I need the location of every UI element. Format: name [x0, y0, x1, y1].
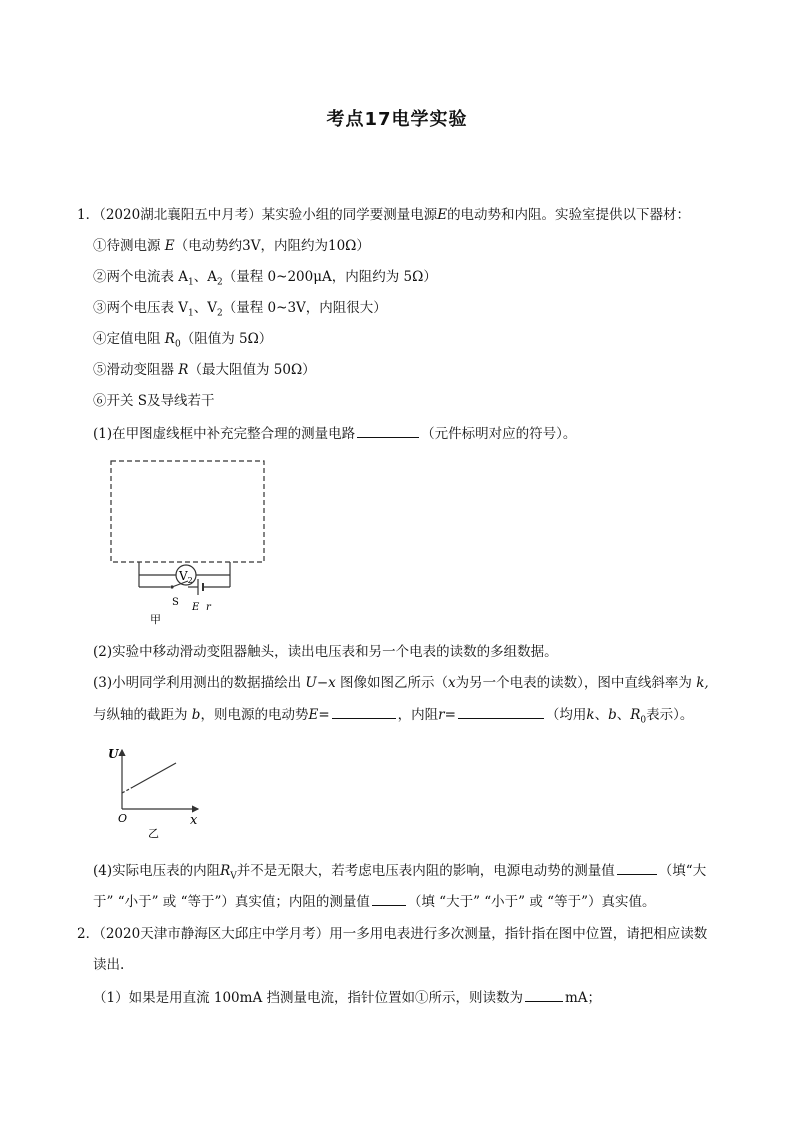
p3-eq1: = [318, 707, 330, 723]
p3-k2: k [586, 707, 595, 723]
page-title: 考点17电学实验 [326, 109, 468, 130]
p3-a: (3)小明同学利用测出的数据描绘出 [93, 675, 302, 691]
q2-p1-a: （1）如果是用直流 100mA 挡测量电流，指针位置如①所示，则读数为 [93, 990, 523, 1006]
q1-part-3-line2 [93, 704, 693, 731]
data-line [133, 763, 176, 787]
m3-sub1: 1 [188, 308, 194, 319]
emf-label: E [192, 602, 200, 613]
p4-a: (4)实际电压表的内阻 [93, 863, 221, 879]
figure-caption-yi: 乙 [148, 827, 159, 840]
q1-part-2: (2)实验中移动滑动变阻器触头，读出电压表和另一个电表的读数的多组数据。 [93, 644, 558, 660]
m2-sub1: 1 [188, 277, 194, 288]
q2-p1-b: mA； [565, 990, 602, 1006]
q1-intro [77, 205, 690, 225]
q1-intro-e: E [437, 207, 448, 223]
q2-line1-text: （2020天津市静海区大邱庄中学月考）用一多用电表进行多次测量，指针指在图中位置，请把相应读数 [99, 926, 708, 942]
q2-part-1 [93, 987, 601, 1008]
p4-c: （填“大 [658, 863, 707, 879]
p3-i: （均用 [545, 707, 587, 723]
p3-b: 图像如图乙所示（ [340, 675, 449, 691]
q2-number: 2． [77, 926, 100, 942]
answer-blank-r[interactable] [458, 704, 544, 719]
q1-part-4-line1 [93, 860, 706, 887]
m5-label: ⑤滑动变阻器 [93, 362, 174, 378]
q1-part-1 [93, 423, 576, 444]
q2-line1 [77, 924, 707, 944]
m3-sub2: 2 [217, 308, 223, 319]
p3-emf: E [308, 707, 319, 723]
m3-label: ③两个电压表 V [93, 300, 189, 316]
switch-label: S [172, 597, 179, 608]
p3-x2: x [448, 675, 456, 691]
p3-e: ，则电源的电动势 [200, 707, 309, 723]
q1-number: 1． [77, 207, 100, 223]
origin-label: O [118, 812, 128, 825]
m2-desc: （量程 0~200μA，内阻约为 5Ω） [222, 269, 437, 285]
p3-k: k, [696, 675, 709, 691]
p3-dash: − [316, 675, 329, 691]
answer-blank-r-compare[interactable] [372, 891, 406, 906]
graph-figure-yi [100, 740, 220, 840]
figure-caption-jia: 甲 [150, 613, 161, 626]
p3-sep1: 、 [594, 707, 609, 723]
p3-c: 为另一个电表的读数），图中直线斜率为 [455, 675, 692, 691]
m5-desc: （最大阻值为 50Ω） [188, 362, 316, 378]
q1-intro-text: （2020湖北襄阳五中月考）某实验小组的同学要测量电源 [99, 207, 438, 223]
m3-desc: （量程 0~3V，内阻很大） [222, 300, 387, 316]
q1-material-2 [93, 267, 437, 293]
m2-label: ②两个电流表 A [93, 269, 189, 285]
extrapolated-line [122, 787, 133, 793]
q1-material-1 [93, 236, 370, 256]
q1-intro-rest: 的电动势和内阻。实验室提供以下器材： [447, 207, 691, 223]
answer-blank-current[interactable] [525, 987, 563, 1002]
p3-eq2: = [444, 707, 456, 723]
q2-line2: 读出. [93, 957, 125, 973]
p3-bb: b [191, 707, 201, 723]
p4-d: 于” “小于” 或 “等于”）真实值；内阻的测量值 [93, 894, 370, 910]
answer-blank-emf[interactable] [332, 704, 396, 719]
y-axis-label: U [108, 747, 119, 761]
q1-material-6: ⑥开关 S及导线若干 [93, 393, 215, 409]
x-axis-label: x [190, 813, 198, 828]
circuit-figure-jia [100, 455, 280, 630]
answer-blank-emf-compare[interactable] [617, 860, 657, 875]
p3-u: U [305, 675, 317, 691]
p4-e: （填 “大于” “小于” 或 “等于”）真实值。 [407, 894, 656, 910]
q1-part-3-line1 [93, 673, 709, 693]
p3-m: 表示）。 [646, 707, 694, 723]
p3-r0-sub: 0 [640, 715, 647, 726]
answer-blank[interactable] [357, 423, 419, 438]
p4-r: R [220, 863, 231, 879]
p1-text-end: （元件标明对应的符号）。 [421, 426, 577, 442]
internal-r-label: r [206, 602, 211, 613]
m4-desc: （阻值为 5Ω） [180, 331, 273, 347]
q1-material-5 [93, 360, 316, 380]
voltmeter-label: $V_2$ [179, 569, 193, 585]
m4-r: R [164, 331, 175, 347]
m4-sub: 0 [174, 339, 181, 350]
m1-label: ①待测电源 [93, 238, 161, 254]
m4-label: ④定值电阻 [93, 331, 161, 347]
q1-part-4-line2 [93, 891, 655, 912]
m3-mid: 、V [193, 300, 218, 316]
p3-r: r [438, 707, 445, 723]
p3-d: 与纵轴的截距为 [93, 707, 188, 723]
dashed-box [111, 461, 264, 562]
p3-x: x [328, 675, 336, 691]
p4-r-sub: V [230, 871, 237, 882]
p4-b: 并不是无限大，若考虑电压表内阻的影响，电源电动势的测量值 [236, 863, 615, 879]
m2-sub2: 2 [217, 277, 223, 288]
p3-sep2: 、 [616, 707, 631, 723]
p3-r0: R [630, 707, 641, 723]
m1-desc: （电动势约3V，内阻约为10Ω） [174, 238, 370, 254]
p3-g: ，内阻 [397, 707, 439, 723]
m5-r: R [178, 362, 189, 378]
p3-b2: b [608, 707, 617, 723]
m1-e: E [164, 238, 175, 254]
q1-material-3 [93, 298, 387, 324]
m2-mid: 、A [193, 269, 218, 285]
p1-text: (1)在甲图虚线框中补充完整合理的测量电路 [93, 426, 356, 442]
q1-material-4 [93, 329, 272, 355]
